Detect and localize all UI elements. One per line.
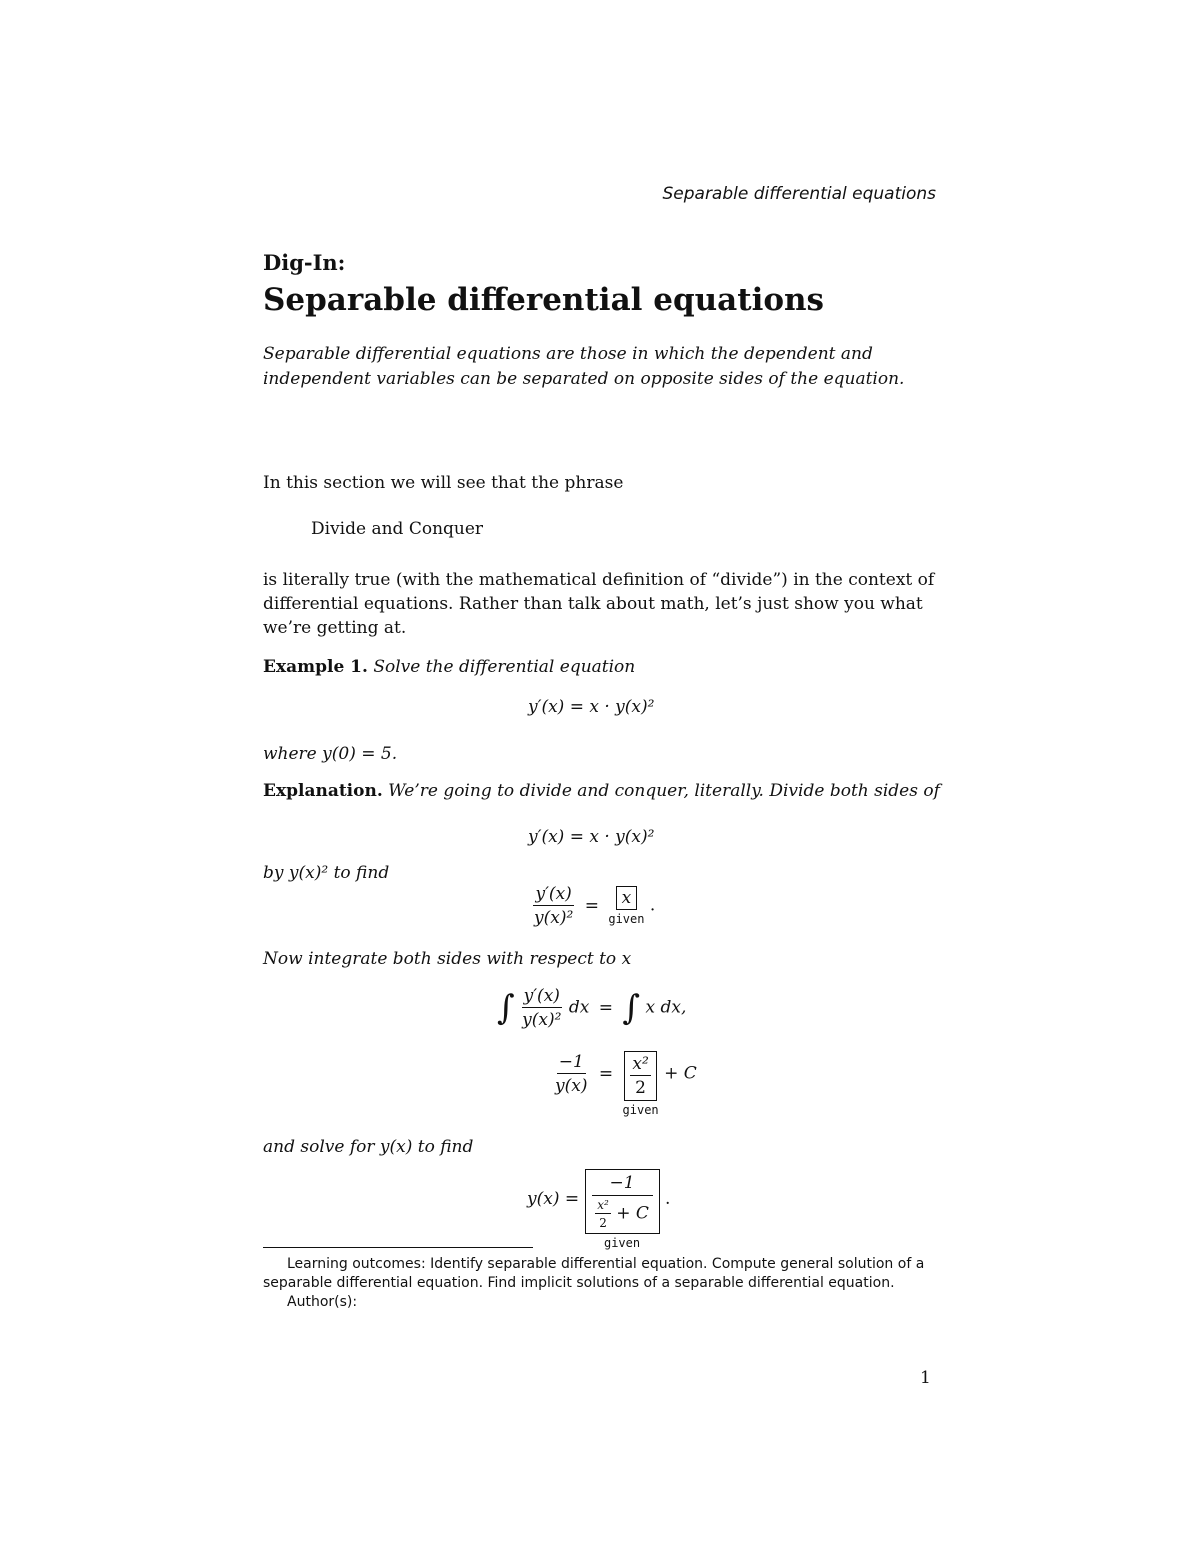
given-group bbox=[623, 1051, 659, 1117]
equation-solution: y(x) = −1 $\frac{\text{x²}}{2}$ + C given . bbox=[527, 1159, 670, 1240]
explanation-paragraph bbox=[263, 779, 943, 803]
equation-integral: ∫ $\frac{y'(x)}{\text{y(x)²}}$ dx = ∫ x dx, bbox=[497, 986, 687, 1030]
page-title: Separable differential equations bbox=[263, 282, 825, 318]
x-squared: x² bbox=[597, 1198, 609, 1212]
solve-text: and solve for y(x) to find bbox=[263, 1137, 474, 1157]
x-squared: x² bbox=[632, 1054, 649, 1074]
neg-one: −1 bbox=[558, 1052, 584, 1072]
given-label: given bbox=[608, 912, 645, 926]
intro-paragraph: In this section we will see that the phrase bbox=[263, 473, 624, 493]
equation-repeat: y′(x) = x · y(x)² bbox=[528, 827, 655, 847]
solution-numerator: −1 bbox=[592, 1173, 653, 1196]
divide-text: by y(x)² to find bbox=[263, 863, 390, 883]
fraction-solution bbox=[592, 1173, 653, 1230]
fraction-denominator: y(x)² bbox=[534, 908, 574, 928]
given-group bbox=[608, 886, 644, 926]
context-paragraph: is literally true (with the mathematical definition of “divide”) in the context of differential equations. Rather than talk about math, let’s just show you what we’re getting at. bbox=[263, 570, 935, 638]
integral-sign: ∫ bbox=[622, 988, 641, 1028]
example-label: Example 1. bbox=[263, 657, 368, 677]
fraction-numerator: y′(x) bbox=[535, 884, 572, 904]
fraction-integrand bbox=[520, 986, 563, 1030]
section-kicker: Dig-In: bbox=[263, 250, 346, 275]
boxed-solution bbox=[585, 1169, 660, 1234]
phrase-display: Divide and Conquer bbox=[311, 519, 484, 539]
rhs-integrand: x dx, bbox=[645, 997, 687, 1018]
page-number: 1 bbox=[920, 1368, 931, 1388]
plus-constant: + C bbox=[664, 1063, 697, 1084]
given-group bbox=[585, 1169, 660, 1250]
boxed-antiderivative bbox=[624, 1051, 656, 1101]
equation-divided: $\frac{y'(x)}{\text{y(x)²}}$ = x given . bbox=[534, 884, 656, 928]
example-prompt: Solve the differential equation bbox=[373, 657, 636, 677]
fraction-x-squared-half-small bbox=[595, 1198, 611, 1230]
integrand-numerator: y′(x) bbox=[523, 986, 560, 1006]
boxed-rhs: x bbox=[616, 886, 638, 910]
initial-condition: where y(0) = 5. bbox=[263, 744, 398, 764]
running-head: Separable differential equations bbox=[662, 184, 936, 204]
two: 2 bbox=[635, 1078, 646, 1098]
footnote-rule bbox=[263, 1247, 533, 1248]
solution-lhs: y(x) = bbox=[527, 1189, 580, 1209]
example-heading bbox=[263, 655, 943, 679]
solution-denominator bbox=[593, 1196, 651, 1230]
integrand-denominator: y(x)² bbox=[522, 1010, 562, 1030]
two: 2 bbox=[599, 1216, 607, 1230]
abstract: Separable differential equations are those in which the dependent and independent variables can be separated on opposite sides of the equation. bbox=[263, 344, 905, 389]
equation-integrated: $\frac{-1}{y(x)}$ = $\frac{\text{x²}}{2}$ given + C bbox=[555, 1052, 697, 1117]
fraction-lhs bbox=[532, 884, 575, 928]
given-label: given bbox=[603, 1236, 641, 1250]
differential: dx bbox=[568, 997, 590, 1018]
explanation-label: Explanation. bbox=[263, 781, 383, 801]
given-label: given bbox=[622, 1103, 659, 1117]
footnote-outcomes: Learning outcomes: Identify separable differential equation. Compute general solution of a separable differential equation. Find implicit solutions of a separable differential equation. bbox=[263, 1256, 925, 1291]
fraction-neg-reciprocal bbox=[553, 1052, 589, 1096]
y-of-x: y(x) bbox=[555, 1076, 588, 1096]
fraction-x-squared-half bbox=[630, 1054, 650, 1098]
integral-sign: ∫ bbox=[497, 988, 515, 1028]
explanation-text: We’re going to divide and conquer, literally. Divide both sides of bbox=[388, 781, 940, 801]
footnote-authors: Author(s): bbox=[287, 1294, 358, 1310]
plus-constant: + C bbox=[616, 1203, 649, 1224]
equation-main: y′(x) = x · y(x)² bbox=[528, 697, 655, 717]
integrate-text: Now integrate both sides with respect to x bbox=[263, 949, 632, 969]
